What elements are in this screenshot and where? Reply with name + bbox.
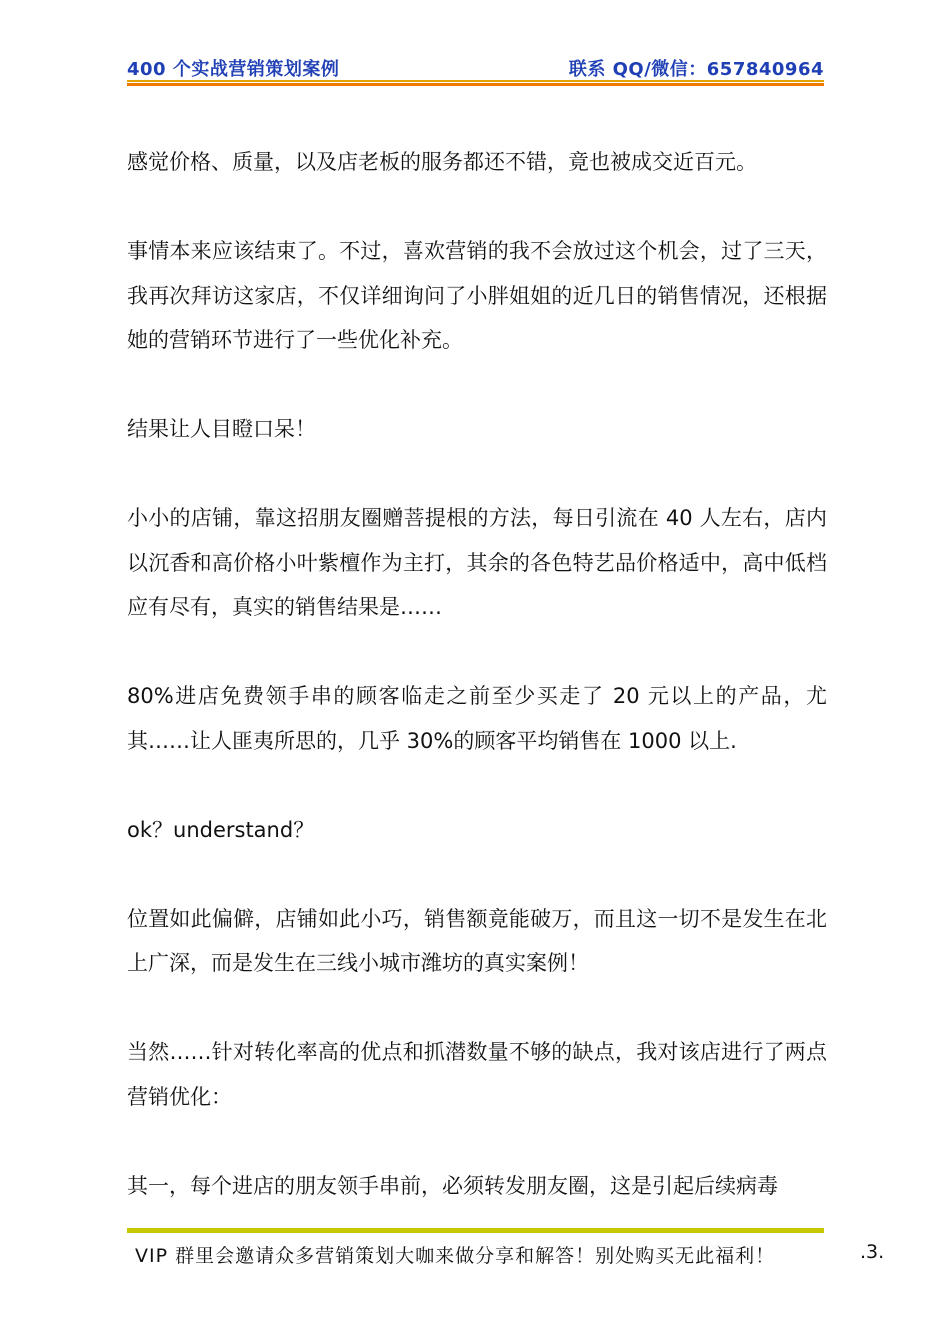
paragraph-8: 当然……针对转化率高的优点和抓潜数量不够的缺点，我对该店进行了两点营销优化： [127, 1040, 827, 1109]
paragraph-1: 感觉价格、质量，以及店老板的服务都还不错，竟也被成交近百元。 [127, 150, 757, 174]
header-title: 400 个实战营销策划案例 [127, 59, 340, 80]
paragraph-7: 位置如此偏僻，店铺如此小巧，销售额竟能破万，而且这一切不是发生在北上广深，而是发生在三线小城市潍坊的真实案例！ [127, 906, 827, 975]
paragraph-3: 结果让人目瞪口呆！ [127, 417, 316, 441]
page-number: .3. [860, 1241, 885, 1263]
footer-promo-text: VIP 群里会邀请众多营销策划大咖来做分享和解答！别处购买无此福利！ [135, 1245, 776, 1267]
header-divider-thick [127, 83, 824, 86]
paragraph-2: 事情本来应该结束了。不过，喜欢营销的我不会放过这个机会，过了三天，我再次拜访这家店，不仅详细询问了小胖姐姐的近几日的销售情况，还根据她的营销环节进行了一些优化补充。 [127, 239, 827, 352]
paragraph-5: 80%进店免费领手串的顾客临走之前至少买走了 20 元以上的产品，尤其……让人匪夷所思的，几乎 30%的顾客平均销售在 1000 以上. [127, 684, 827, 753]
paragraph-6: ok？understand？ [127, 817, 315, 842]
header-contact: 联系 QQ/微信：657840964 [568, 59, 824, 80]
document-body [127, 140, 827, 1253]
header-divider-thin [127, 80, 824, 82]
paragraph-9: 其一，每个进店的朋友领手串前，必须转发朋友圈，这是引起后续病毒 [127, 1173, 778, 1198]
footer-divider [127, 1228, 824, 1233]
page-header [127, 52, 824, 86]
paragraph-4: 小小的店铺，靠这招朋友圈赠菩提根的方法，每日引流在 40 人左右，店内以沉香和高价格小叶紫檀作为主打，其余的各色特艺品价格适中，高中低档应有尽有，真实的销售结果是…… [127, 506, 827, 619]
